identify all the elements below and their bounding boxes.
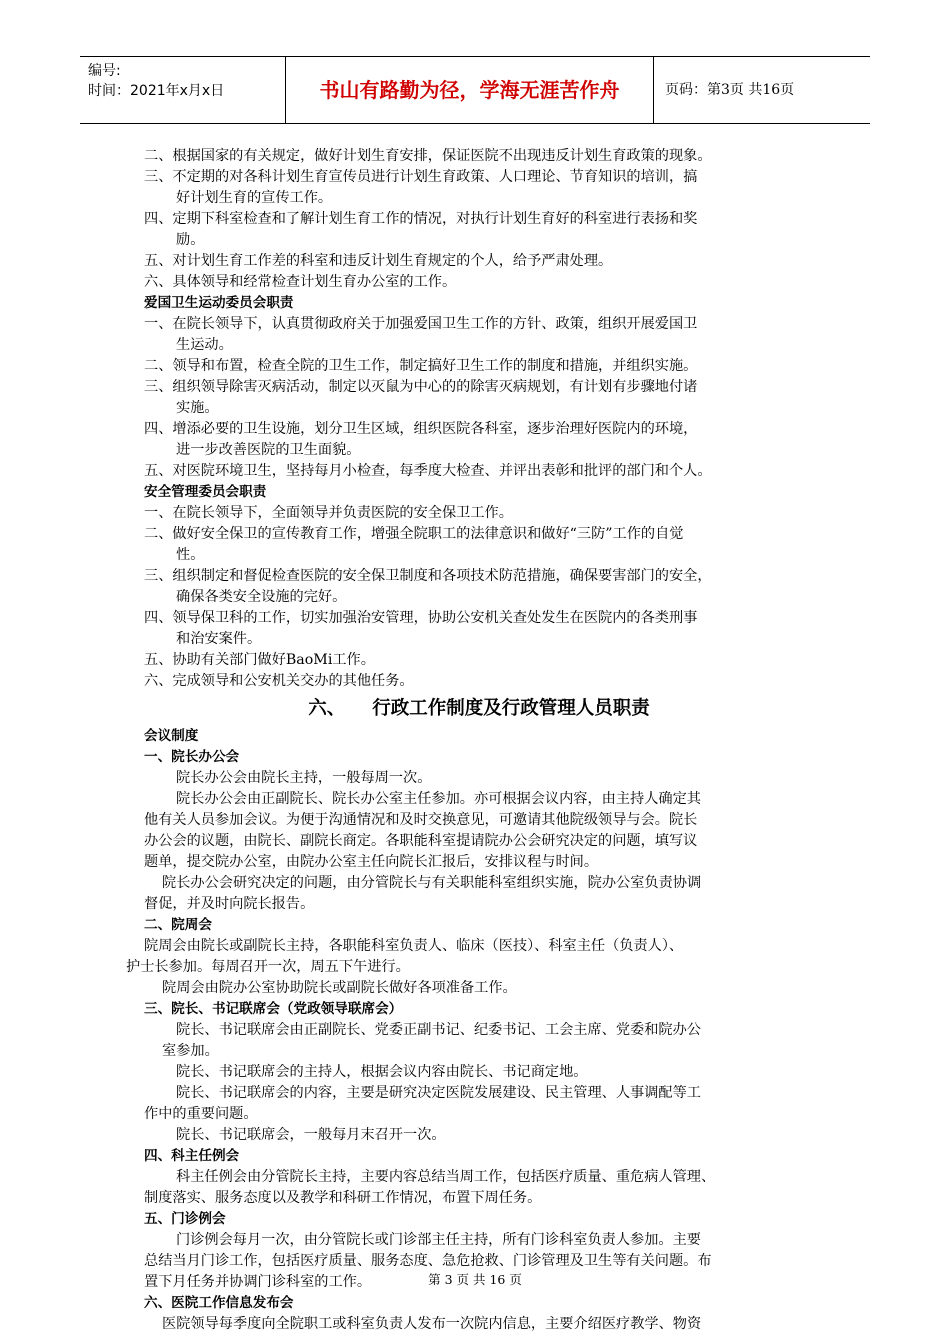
text-line: 二、领导和布置，检查全院的卫生工作，制定搞好卫生工作的制度和措施，并组织实施。 xyxy=(144,358,698,374)
text-line: 五、对计划生育工作差的科室和违反计划生育规定的个人，给予严肃处理。 xyxy=(144,253,613,269)
text-line: 总结当月门诊工作，包括医疗质量、服务态度、急危抢救、门诊管理及卫生等有关问题。布 xyxy=(144,1253,712,1269)
text-line: 性。 xyxy=(176,547,205,563)
header-page-info: 页码：第3页 共16页 xyxy=(665,82,795,98)
text-line: 二、根据国家的有关规定，做好计划生育安排，保证医院不出现违反计划生育政策的现象。 xyxy=(144,148,712,164)
text-line: 确保各类安全设施的完好。 xyxy=(176,589,347,605)
text-line: 门诊例会每月一次，由分管院长或门诊部主任主持，所有门诊科室负责人参加。主要 xyxy=(176,1232,701,1248)
page-footer: 第 3 页 共 16 页 xyxy=(428,1272,522,1287)
text-line: 六、完成领导和公安机关交办的其他任务。 xyxy=(144,673,414,689)
text-line: 制度落实、服务态度以及教学和科研工作情况，布置下周任务。 xyxy=(144,1190,542,1206)
text-line: 院长、书记联席会的内容，主要是研究决定医院发展建设、民主管理、人事调配等工 xyxy=(176,1085,701,1101)
text-line: 三、组织制定和督促检查医院的安全保卫制度和各项技术防范措施，确保要害部门的安全， xyxy=(144,568,712,584)
text-line: 四、领导保卫科的工作，切实加强治安管理，协助公安机关查处发生在医院内的各类刑事 xyxy=(144,610,698,626)
header-meta xyxy=(88,61,288,101)
text-line: 院长、书记联席会的主持人，根据会议内容由院长、书记商定地。 xyxy=(176,1064,588,1080)
text-line: 四、定期下科室检查和了解计划生育工作的情况，对执行计划生育好的科室进行表扬和奖 xyxy=(144,211,698,227)
text-line: 室参加。 xyxy=(162,1043,219,1059)
text-line: 六、具体领导和经常检查计划生育办公室的工作。 xyxy=(144,274,457,290)
text-line: 五、协助有关部门做好BaoMi工作。 xyxy=(144,652,375,668)
text-line: 和治安案件。 xyxy=(176,631,262,647)
text-line: 一、在院长领导下，认真贯彻政府关于加强爱国卫生工作的方针、政策，组织开展爱国卫 xyxy=(144,316,698,332)
text-line: 置下月任务并协调门诊科室的工作。 xyxy=(144,1274,372,1290)
text-line: 题单，提交院办公室，由院办公室主任向院长汇报后，安排议程与时间。 xyxy=(144,854,599,870)
text-line: 办公会的议题，由院长、副院长商定。各职能科室提请院办公会研究决定的问题，填写议 xyxy=(144,833,698,849)
section-heading: 安全管理委员会职责 xyxy=(144,484,267,500)
header-divider xyxy=(653,57,654,123)
section-heading: 会议制度 xyxy=(144,728,199,744)
text-line: 科主任例会由分管院长主持，主要内容总结当周工作，包括医疗质量、重危病人管理、 xyxy=(176,1169,716,1185)
text-line: 作中的重要问题。 xyxy=(144,1106,258,1122)
section-number: 六、 xyxy=(308,698,346,719)
document-number-label: 编号: xyxy=(88,63,121,79)
text-line: 院周会由院办公室协助院长或副院长做好各项准备工作。 xyxy=(162,980,517,996)
text-line: 生运动。 xyxy=(176,337,233,353)
text-line: 院长办公会由院长主持，一般每周一次。 xyxy=(176,770,432,786)
text-line: 院长办公会研究决定的问题，由分管院长与有关职能科室组织实施，院办公室负责协调 xyxy=(162,875,702,891)
text-line: 实施。 xyxy=(176,400,219,416)
text-line: 五、对医院环境卫生，坚持每月小检查，每季度大检查、并评出表彰和批评的部门和个人。 xyxy=(144,463,712,479)
section-heading: 爱国卫生运动委员会职责 xyxy=(144,295,294,311)
section-heading: 四、科主任例会 xyxy=(144,1148,240,1164)
section-heading: 二、院周会 xyxy=(144,917,212,933)
document-header xyxy=(80,56,870,124)
text-line: 励。 xyxy=(176,232,205,248)
text-line: 院长、书记联席会由正副院长、党委正副书记、纪委书记、工会主席、党委和院办公 xyxy=(176,1022,701,1038)
section-heading: 三、院长、书记联席会（党政领导联席会） xyxy=(144,1001,403,1017)
document-date: 时间：2021年x月x日 xyxy=(88,83,225,99)
text-line: 三、组织领导除害灭病活动，制定以灭鼠为中心的的除害灭病规划，有计划有步骤地付诸 xyxy=(144,379,698,395)
text-line: 院长办公会由正副院长、院长办公室主任参加。亦可根据会议内容，由主持人确定其 xyxy=(176,791,701,807)
text-line: 三、不定期的对各科计划生育宣传员进行计划生育政策、人口理论、节育知识的培训，搞 xyxy=(144,169,698,185)
section-heading: 五、门诊例会 xyxy=(144,1211,226,1227)
text-line: 一、在院长领导下，全面领导并负责医院的安全保卫工作。 xyxy=(144,505,513,521)
section-heading: 六、医院工作信息发布会 xyxy=(144,1295,294,1311)
document-body xyxy=(118,146,818,1335)
text-line: 进一步改善医院的卫生面貌。 xyxy=(176,442,361,458)
section-title-text: 行政工作制度及行政管理人员职责 xyxy=(372,698,650,719)
text-line: 他有关人员参加会议。为便于沟通情况和及时交换意见，可邀请其他院级领导与会。院长 xyxy=(144,812,698,828)
text-line: 四、增添必要的卫生设施，划分卫生区域，组织医院各科室，逐步治理好医院内的环境， xyxy=(144,421,698,437)
header-motto: 书山有路勤为径，学海无涯苦作舟 xyxy=(319,78,620,102)
text-line: 督促，并及时向院长报告。 xyxy=(144,896,315,912)
text-line: 好计划生育的宣传工作。 xyxy=(176,190,333,206)
text-line: 院周会由院长或副院长主持，各职能科室负责人、临床（医技）、科室主任（负责人）、 xyxy=(144,938,684,954)
text-line: 护士长参加。每周召开一次，周五下午进行。 xyxy=(126,959,410,975)
section-heading: 一、院长办公会 xyxy=(144,749,240,765)
section-title xyxy=(118,692,818,726)
text-line: 院长、书记联席会，一般每月末召开一次。 xyxy=(176,1127,446,1143)
text-line: 二、做好安全保卫的宣传教育工作，增强全院职工的法律意识和做好“三防”工作的自觉 xyxy=(144,526,684,542)
text-line: 医院领导每季度向全院职工或科室负责人发布一次院内信息，主要介绍医疗教学、物资 xyxy=(162,1316,702,1332)
